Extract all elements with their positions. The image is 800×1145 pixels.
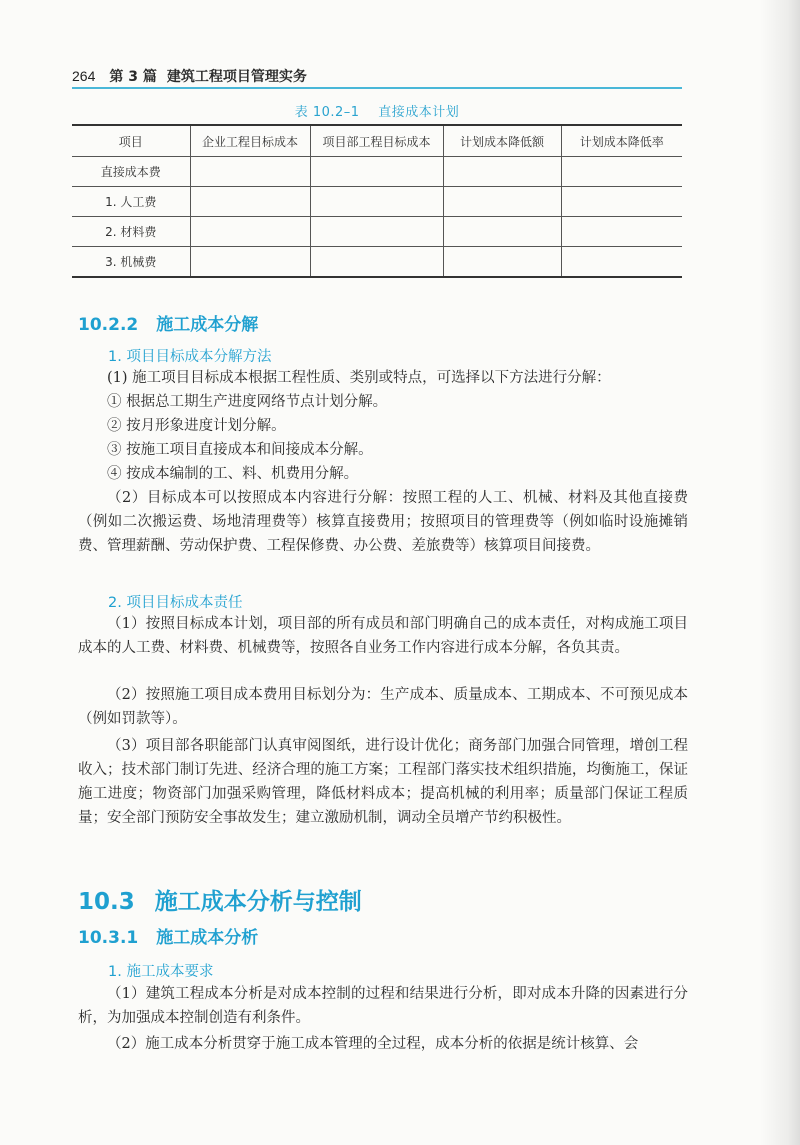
table-row — [72, 157, 682, 187]
page-number: 264 — [72, 68, 96, 84]
subsection-heading: 2. 项目目标成本责任 — [108, 595, 243, 611]
table-header-row — [72, 125, 682, 157]
table-row — [72, 247, 682, 278]
part-label: 第 3 篇 — [109, 69, 157, 85]
row-label: 直接成本费 — [72, 157, 190, 187]
chapter-section-heading-10-3 — [78, 883, 362, 916]
table-cell — [561, 247, 682, 278]
table-cell — [443, 247, 561, 278]
table-row — [72, 217, 682, 247]
table-cell — [443, 157, 561, 187]
subsection-heading: 1. 施工成本要求 — [108, 964, 214, 980]
table-row — [72, 187, 682, 217]
column-header: 项目 — [72, 125, 190, 157]
list-item: ② 按月形象进度计划分解。 — [107, 418, 286, 434]
paragraph: （2）施工成本分析贯穿于施工成本管理的全过程，成本分析的依据是统计核算、会 — [107, 1036, 639, 1052]
section-title: 施工成本分析 — [156, 928, 259, 948]
table-caption-title: 直接成本计划 — [378, 105, 460, 120]
paragraph: （1）建筑工程成本分析是对成本控制的过程和结果进行分析，即对成本升降的因素进行分析，为加强成本控制创造有利条件。 — [78, 986, 688, 1026]
list-item: ① 根据总工期生产进度网络节点计划分解。 — [107, 394, 388, 410]
column-header: 计划成本降低率 — [561, 125, 682, 157]
book-title: 建筑工程项目管理实务 — [166, 69, 307, 85]
table-cell — [190, 217, 310, 247]
table-cell — [190, 247, 310, 278]
table-cell — [561, 187, 682, 217]
section-title: 施工成本分解 — [156, 315, 259, 335]
header-rule — [72, 87, 682, 89]
paragraph: （2）目标成本可以按照成本内容进行分解：按照工程的人工、机械、材料及其他直接费（例如二次搬运费、场地清理费等）核算直接费用；按照项目的管理费等（例如临时设施摊销费、管理薪酬、劳动保护费、工程保修费、办公费、差旅费等）核算项目间接费。 — [78, 490, 688, 554]
section-number: 10.2.2 — [78, 315, 139, 335]
table-cell — [310, 157, 443, 187]
row-label: 3. 机械费 — [72, 247, 190, 278]
paragraph: (1) 施工项目目标成本根据工程性质、类别或特点，可选择以下方法进行分解： — [107, 370, 611, 386]
column-header: 项目部工程目标成本 — [310, 125, 443, 157]
table-cell — [310, 247, 443, 278]
section-number: 10.3.1 — [78, 928, 139, 948]
table-cell — [190, 187, 310, 217]
section-number: 10.3 — [78, 889, 135, 915]
running-header — [72, 64, 682, 88]
paragraph: （1）按照目标成本计划，项目部的所有成员和部门明确自己的成本责任，对构成施工项目成本的人工费、材料费、机械费等，按照各自业务工作内容进行成本分解，各负其责。 — [78, 616, 688, 656]
paragraph: （3）项目部各职能部门认真审阅图纸，进行设计优化；商务部门加强合同管理，增创工程收入；技术部门制订先进、经济合理的施工方案；工程部门落实技术组织措施，均衡施工，保证施工进度；物资部门加强采购管理，降低材料成本；提高机械的利用率；质量部门保证工程质量；安全部门预防安全事故发生；建立激励机制，调动全员增产节约积极性。 — [78, 738, 688, 826]
row-label: 1. 人工费 — [72, 187, 190, 217]
page-edge-shadow — [760, 0, 800, 1145]
section-heading-10-2-2 — [78, 310, 258, 335]
table-cell — [561, 157, 682, 187]
paragraph: （2）按照施工项目成本费用目标划分为：生产成本、质量成本、工期成本、不可预见成本（例如罚款等）。 — [78, 687, 688, 727]
subsection-heading: 1. 项目目标成本分解方法 — [108, 349, 272, 365]
table-cell — [310, 187, 443, 217]
column-header: 计划成本降低额 — [443, 125, 561, 157]
table-cell — [310, 217, 443, 247]
table-cell — [561, 217, 682, 247]
direct-cost-plan-table — [72, 124, 682, 278]
row-label: 2. 材料费 — [72, 217, 190, 247]
list-item: ③ 按施工项目直接成本和间接成本分解。 — [107, 442, 373, 458]
section-heading-10-3-1 — [78, 923, 258, 948]
table-caption — [72, 101, 682, 120]
column-header: 企业工程目标成本 — [190, 125, 310, 157]
list-item: ④ 按成本编制的工、料、机费用分解。 — [107, 466, 359, 482]
table-cell — [443, 217, 561, 247]
table-cell — [190, 157, 310, 187]
table-cell — [443, 187, 561, 217]
section-title: 施工成本分析与控制 — [154, 889, 362, 915]
table-caption-number: 表 10.2–1 — [294, 105, 360, 120]
